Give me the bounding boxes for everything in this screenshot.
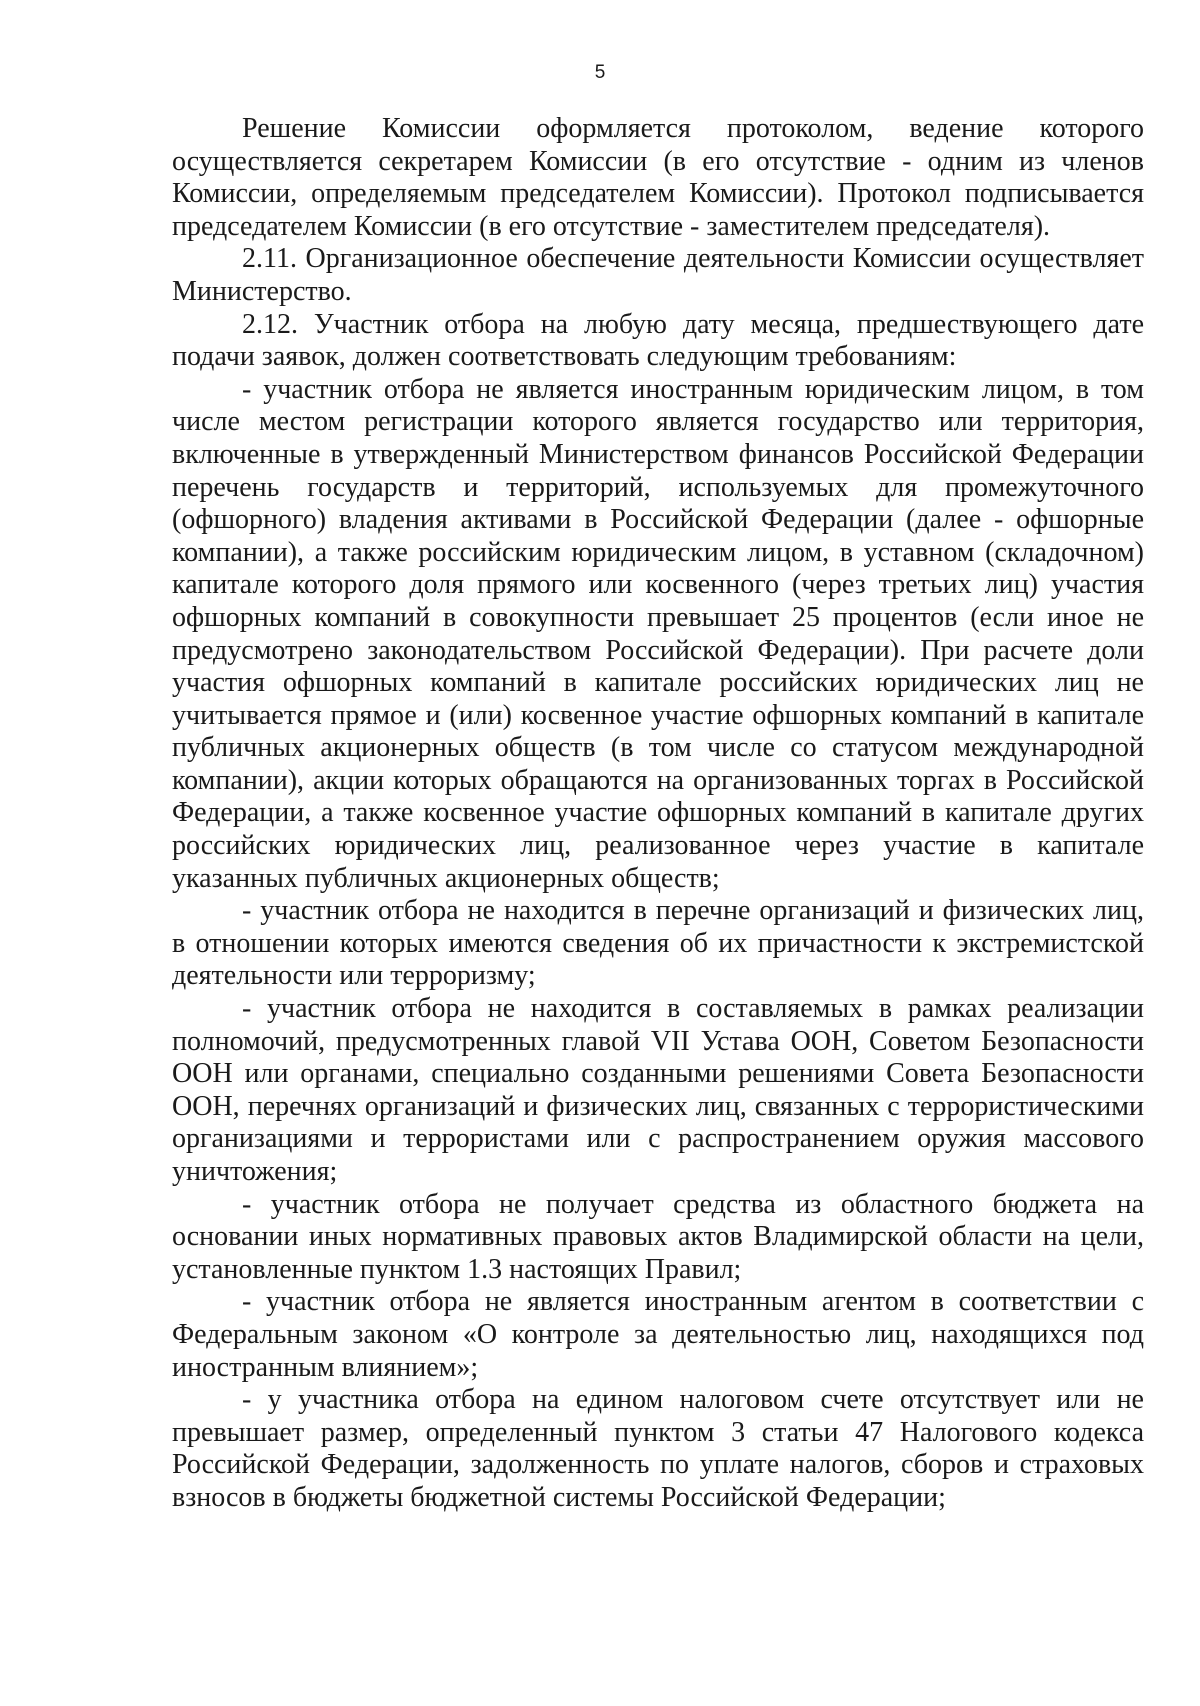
requirement-foreign-agent: - участник отбора не является иностранным агентом в соответствии с Федеральным законом «О контроле за деятельностью лиц, находящихся под иностранным влиянием»; bbox=[172, 1286, 1144, 1383]
requirement-extremism: - участник отбора не находится в перечне организаций и физических лиц, в отношении которых имеются сведения об их причастности к экстремистской деятельности или терроризму; bbox=[172, 895, 1144, 992]
paragraph-commission-decision: Решение Комиссии оформляется протоколом, ведение которого осуществляется секретарем Комиссии (в его отсутствие - одним из членов Комиссии, определяемым председателем Комиссии). Протокол подписывается председателем Комиссии (в его отсутствие - заместителем председателя). bbox=[172, 113, 1144, 242]
requirement-tax-debt: - у участника отбора на едином налоговом счете отсутствует или не превышает размер, определенный пунктом 3 статьи 47 Налогового кодекса Российской Федерации, задолженность по уплате налогов, сборов и страховых взносов в бюджеты бюджетной системы Российской Федерации; bbox=[172, 1384, 1144, 1513]
paragraph-2-12: 2.12. Участник отбора на любую дату месяца, предшествующего дате подачи заявок, должен соответствовать следующим требованиям: bbox=[172, 308, 1144, 373]
page-number: 5 bbox=[594, 62, 606, 83]
requirement-regional-budget: - участник отбора не получает средства из областного бюджета на основании иных нормативных правовых актов Владимирской области на цели, установленные пунктом 1.3 настоящих Правил; bbox=[172, 1188, 1144, 1285]
requirement-offshore: - участник отбора не является иностранным юридическим лицом, в том числе местом регистрации которого является государство или территория, включенные в утвержденный Министерством финансов Российской Федерации перечень государств и территорий, используемых для промежуточного (офшорного) владения активами в Российской Федерации (далее - офшорные компании), а также российским юридическим лицом, в уставном (складочном) капитале которого доля прямого или косвенного (через третьих лиц) участия офшорных компаний в совокупности превышает 25 процентов (если иное не предусмотрено законодательством Российской Федерации). При расчете доли участия офшорных компаний в капитале российских юридических лиц не учитывается прямое и (или) косвенное участие офшорных компаний в капитале публичных акционерных обществ (в том числе со статусом международной компании), акции которых обращаются на организованных торгах в Российской Федерации, а также косвенное участие офшорных компаний в капитале других российских юридических лиц, реализованное через участие в капитале указанных публичных акционерных обществ; bbox=[172, 373, 1144, 894]
paragraph-2-11: 2.11. Организационное обеспечение деятельности Комиссии осуществляет Министерство. bbox=[172, 243, 1144, 307]
requirement-un-lists: - участник отбора не находится в составляемых в рамках реализации полномочий, предусмотренных главой VII Устава ООН, Советом Безопасности ООН или органами, специально созданными решениями Совета Безопасности ООН, перечнях организаций и физических лиц, связанных с террористическими организациями и террористами или с распространением оружия массового уничтожения; bbox=[172, 993, 1144, 1187]
document-body bbox=[172, 113, 1144, 1515]
